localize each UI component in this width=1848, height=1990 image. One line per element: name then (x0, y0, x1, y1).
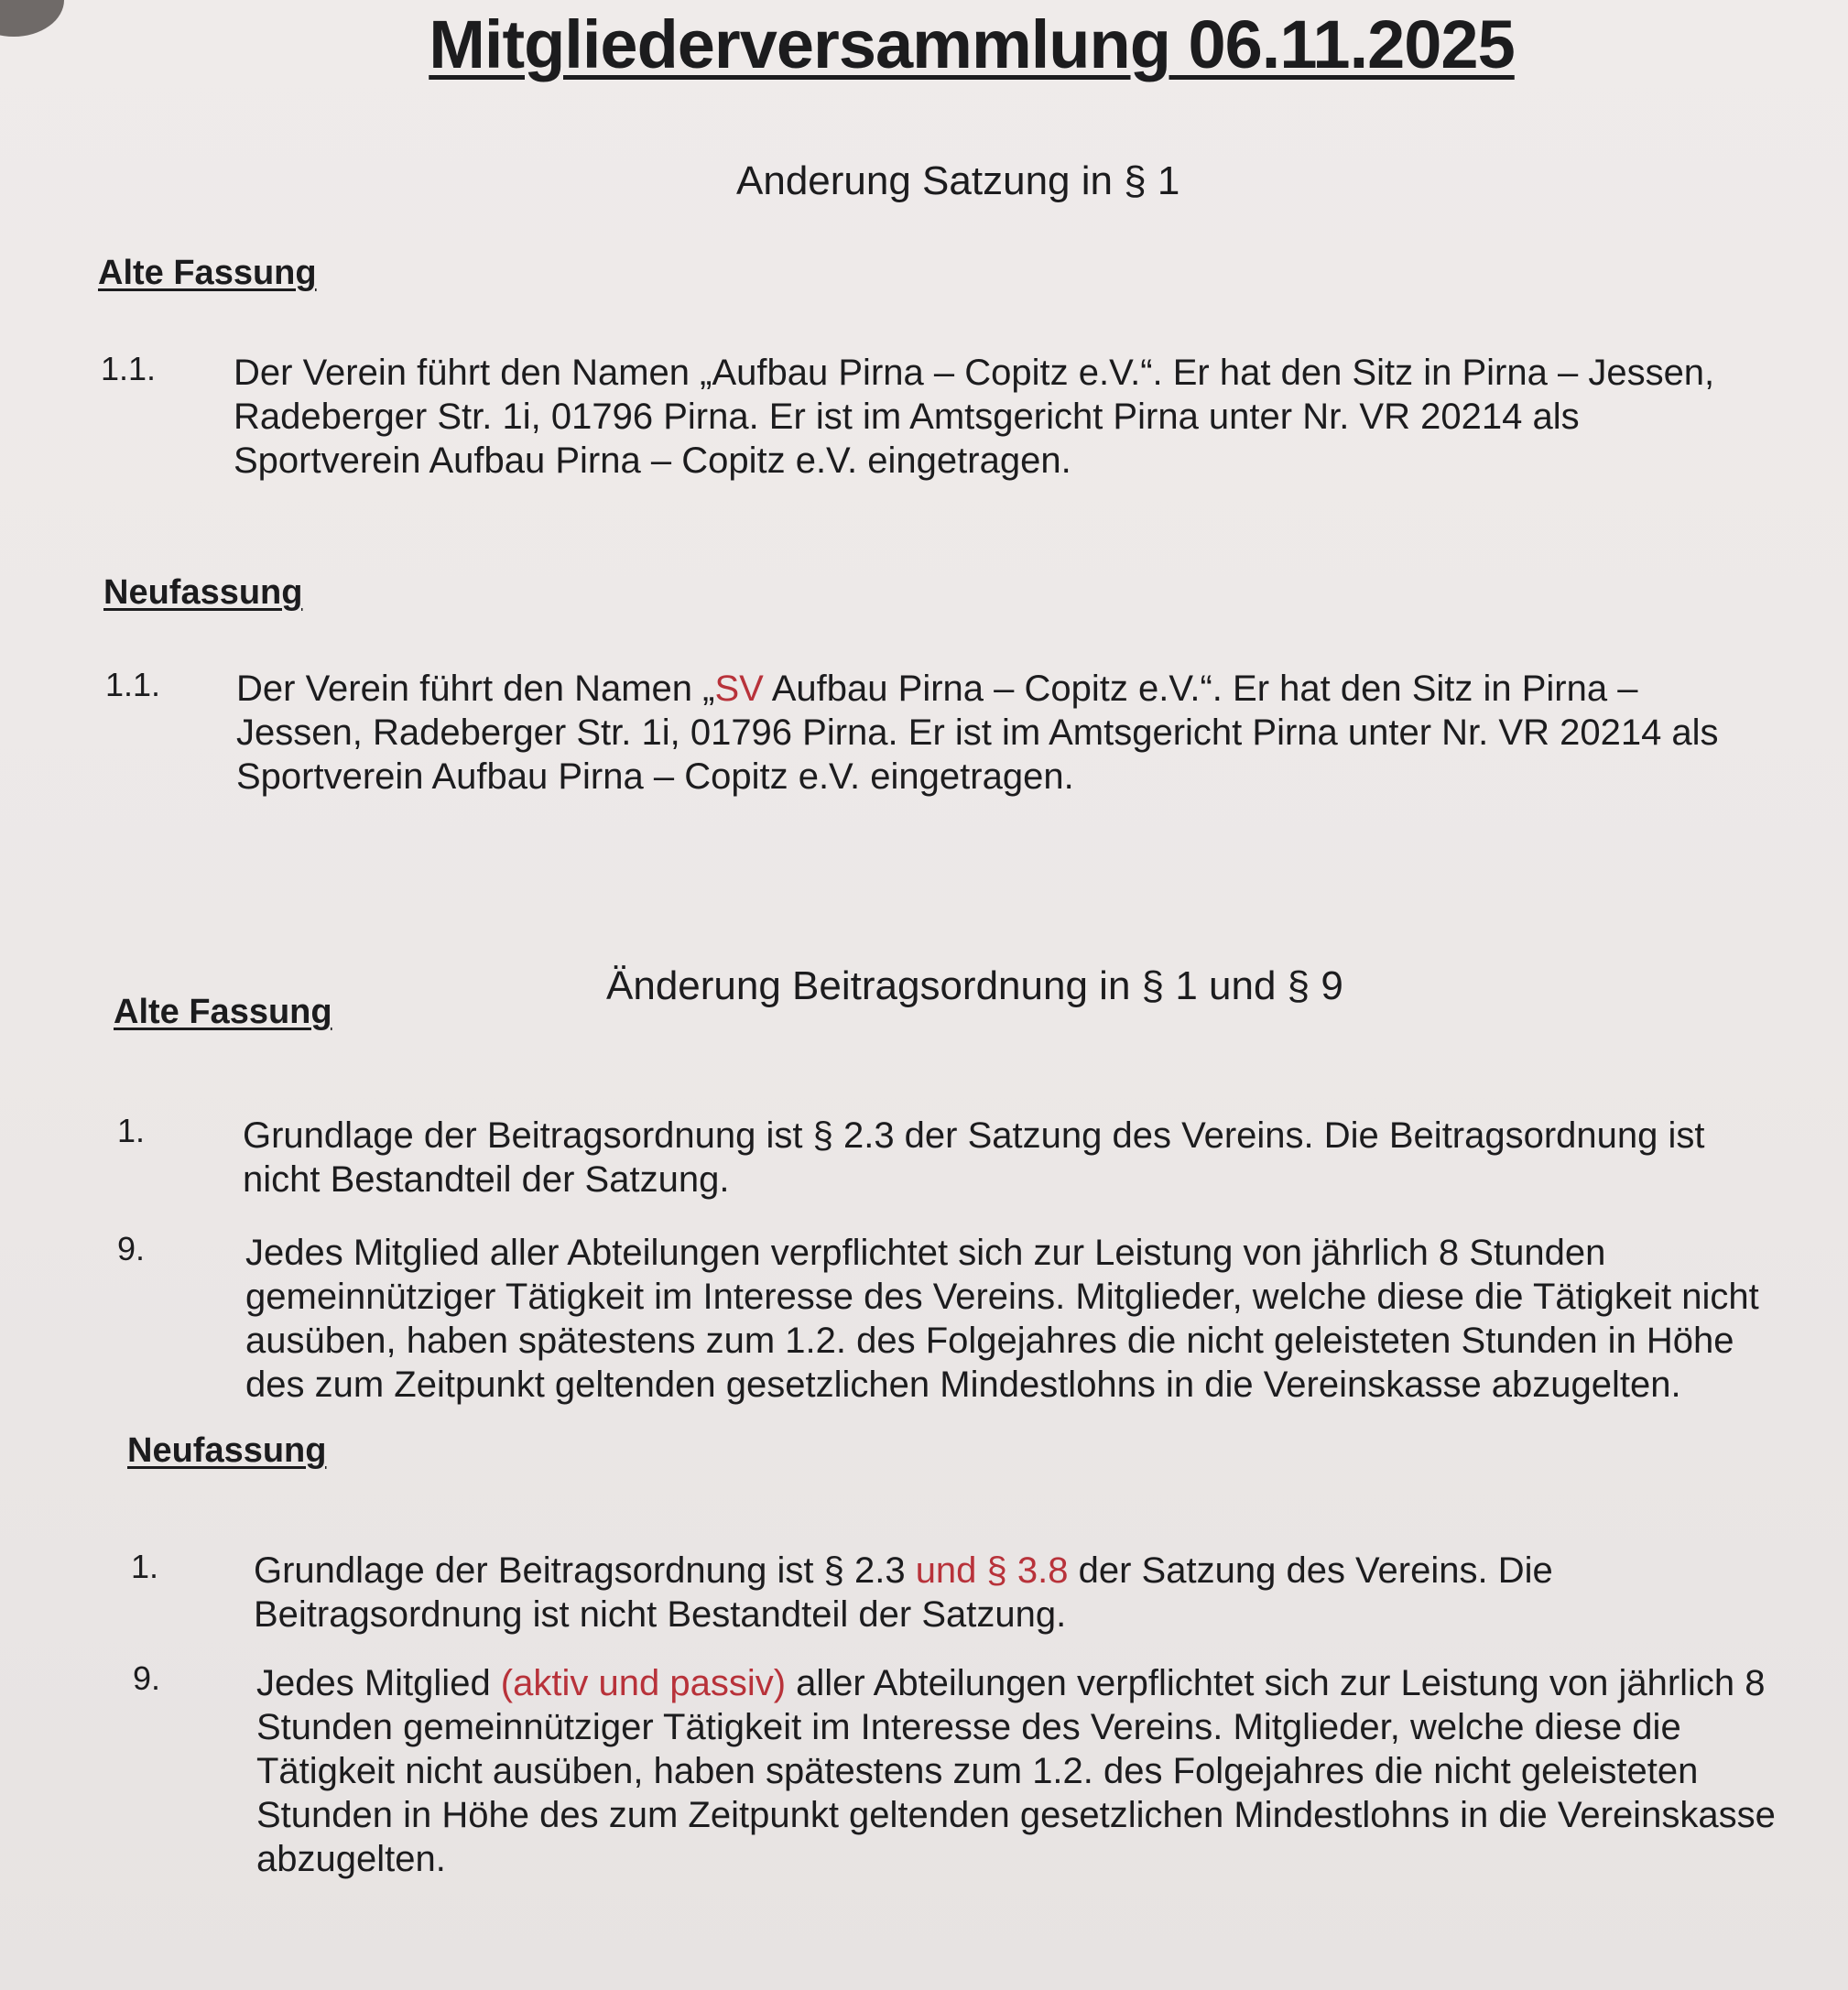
text-line: Tätigkeit nicht ausüben, haben spätestens zum 1.2. des Folgejahres die nicht geleisteten (256, 1751, 1699, 1791)
highlight-text: (aktiv und passiv) (500, 1663, 787, 1703)
section2-subtitle: Änderung Beitragsordnung in § 1 und § 9 (606, 963, 1343, 1008)
section1-old-item-text (234, 351, 1714, 483)
text-line: Jessen, Radeberger Str. 1i, 01796 Pirna. Er ist im Amtsgericht Pirna unter Nr. VR 20214 als (236, 712, 1719, 753)
text-line (236, 667, 1719, 711)
text-line: Der Verein führt den Namen „Aufbau Pirna – Copitz e.V.“. Er hat den Sitz in Pirna – Jessen, (234, 353, 1715, 393)
text-line: Jedes Mitglied aller Abteilungen verpflichtet sich zur Leistung von jährlich 8 Stunden (245, 1233, 1606, 1273)
section2-new-item9-text (256, 1661, 1776, 1881)
section2-old-heading: Alte Fassung (114, 993, 332, 1031)
text-line (254, 1549, 1553, 1593)
text-line: Sportverein Aufbau Pirna – Copitz e.V. eingetragen. (234, 440, 1071, 481)
section2-old-item9-text (245, 1231, 1759, 1407)
text-segment: Jedes Mitglied (256, 1663, 501, 1703)
text-line: nicht Bestandteil der Satzung. (243, 1159, 730, 1200)
section2-old-item1-text (243, 1114, 1705, 1202)
section2-new-item1-text (254, 1549, 1553, 1637)
text-line: Radeberger Str. 1i, 01796 Pirna. Er ist im Amtsgericht Pirna unter Nr. VR 20214 als (234, 397, 1580, 437)
section1-new-item-number: 1.1. (105, 666, 161, 703)
page-title-text: Mitgliederversammlung 06.11.2025 (429, 6, 1515, 82)
text-line: abzugelten. (256, 1839, 446, 1879)
text-line: Sportverein Aufbau Pirna – Copitz e.V. eingetragen. (236, 756, 1074, 797)
section1-subtitle: Anderung Satzung in § 1 (736, 158, 1180, 203)
text-segment: aller Abteilungen verpflichtet sich zur Leistung von jährlich 8 (786, 1663, 1766, 1703)
text-line: Stunden in Höhe des zum Zeitpunkt geltenden gesetzlichen Mindestlohns in die Vereinskasse (256, 1795, 1776, 1835)
text-segment: Aufbau Pirna – Copitz e.V.“. Er hat den Sitz in Pirna – (763, 669, 1638, 709)
text-line: Beitragsordnung ist nicht Bestandteil der Satzung. (254, 1594, 1067, 1635)
section2-new-item1-number: 1. (131, 1548, 159, 1585)
section1-old-item-number: 1.1. (101, 350, 157, 387)
text-segment: Grundlage der Beitragsordnung ist § 2.3 (254, 1550, 916, 1591)
text-line (256, 1661, 1776, 1705)
text-segment: Der Verein führt den Namen „ (236, 669, 715, 709)
text-line: Stunden gemeinnütziger Tätigkeit im Interesse des Vereins. Mitglieder, welche diese die (256, 1707, 1681, 1747)
section1-new-heading: Neufassung (103, 573, 303, 612)
section2-new-item9-number: 9. (133, 1659, 161, 1697)
text-line: des zum Zeitpunkt geltenden gesetzlichen Mindestlohns in die Vereinskasse abzugelten. (245, 1365, 1681, 1405)
section2-old-item1-number: 1. (117, 1112, 146, 1149)
text-line: ausüben, haben spätestens zum 1.2. des Folgejahres die nicht geleisteten Stunden in Höhe (245, 1321, 1734, 1361)
highlight-text: SV (714, 669, 764, 709)
page-title (48, 5, 1848, 83)
section1-new-item-text (236, 667, 1719, 799)
section1-old-heading: Alte Fassung (98, 254, 317, 292)
section2-old-item9-number: 9. (117, 1230, 146, 1267)
text-line: Grundlage der Beitragsordnung ist § 2.3 der Satzung des Vereins. Die Beitragsordnung ist (243, 1115, 1705, 1156)
section2-new-heading: Neufassung (127, 1431, 327, 1470)
highlight-text: und § 3.8 (915, 1550, 1069, 1591)
text-segment: der Satzung des Vereins. Die (1068, 1550, 1553, 1591)
text-line: gemeinnütziger Tätigkeit im Interesse des Vereins. Mitglieder, welche diese die Tätigkeit nicht (245, 1277, 1759, 1317)
